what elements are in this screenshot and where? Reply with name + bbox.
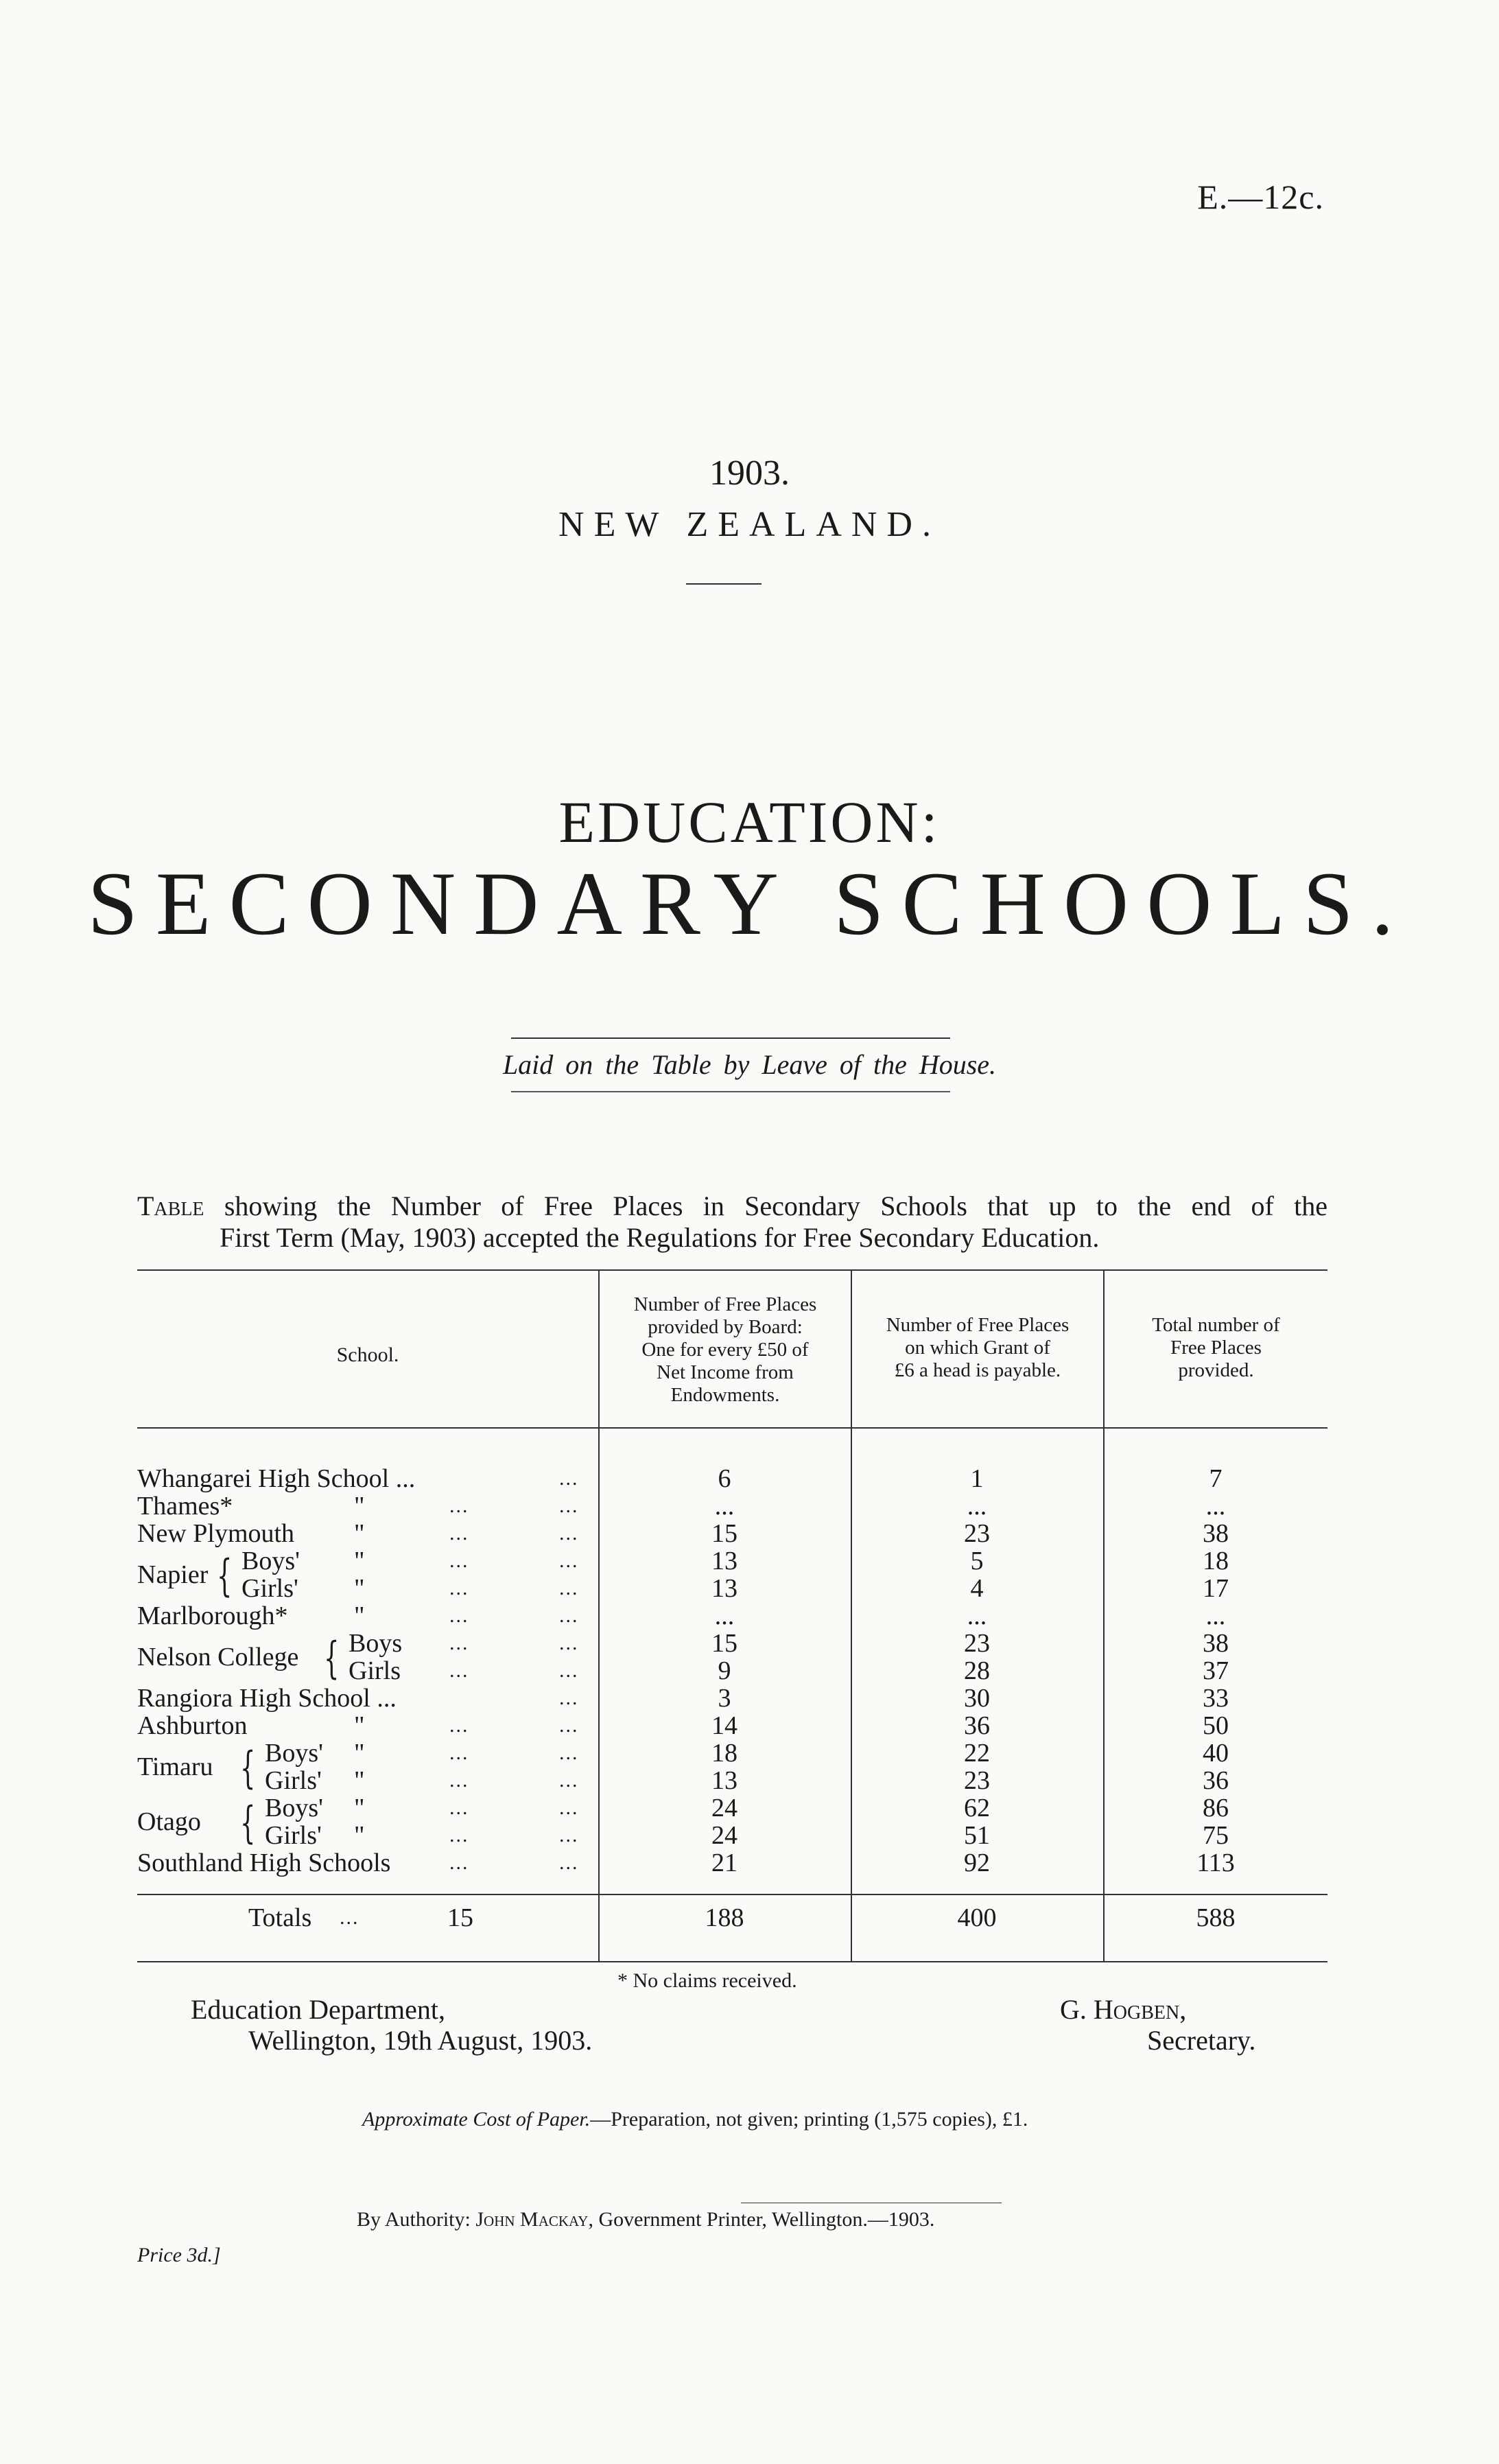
- header-line: on which Grant of: [905, 1337, 1050, 1359]
- sub-label: Girls': [265, 1766, 322, 1795]
- year: 1903.: [709, 454, 790, 493]
- leader-dots: ...: [559, 1824, 579, 1846]
- cell-board: 13: [711, 1766, 737, 1795]
- caption-line-2: First Term (May, 1903) accepted the Regulations for Free Secondary Education.: [220, 1222, 1100, 1253]
- leader-dots: ...: [559, 1851, 579, 1874]
- ditto-mark: ": [354, 1492, 365, 1521]
- leader-dots: ...: [559, 1796, 579, 1819]
- leader-dots: ...: [559, 1467, 579, 1490]
- school-name: New Plymouth: [137, 1519, 295, 1548]
- printer-name: John Mackay,: [475, 2208, 593, 2231]
- totals-school-count: 15: [447, 1903, 473, 1932]
- cell-total: ...: [1205, 1601, 1226, 1630]
- divider: [511, 1037, 950, 1039]
- cell-board: 21: [711, 1849, 737, 1877]
- leader-dots: ...: [449, 1604, 469, 1627]
- brace: {: [240, 1798, 256, 1849]
- table-row: [137, 1492, 233, 1520]
- cell-grant: ...: [967, 1492, 987, 1521]
- leader-dots: ...: [340, 1906, 359, 1929]
- cell-grant: 28: [964, 1656, 990, 1685]
- cell-grant: 23: [964, 1519, 990, 1548]
- header-line: provided by Board:: [648, 1316, 803, 1338]
- cell-total: 33: [1203, 1684, 1229, 1713]
- school-name: Thames*: [137, 1492, 233, 1521]
- table-row: [137, 1712, 247, 1739]
- table-footnote: * No claims received.: [617, 1969, 797, 1992]
- ditto-mark: ": [354, 1766, 365, 1795]
- cell-total: 38: [1203, 1519, 1229, 1548]
- school-name: Rangiora High School ...: [137, 1684, 397, 1713]
- table-row: [137, 1753, 213, 1781]
- sub-label: Girls': [241, 1574, 298, 1603]
- school-name: Ashburton: [137, 1711, 248, 1740]
- cell-grant: 36: [964, 1711, 990, 1740]
- leader-dots: ...: [449, 1549, 469, 1572]
- leader-dots: ...: [449, 1851, 469, 1874]
- cell-total: 86: [1203, 1794, 1229, 1822]
- cell-board: 14: [711, 1711, 737, 1740]
- school-name: Whangarei High School ...: [137, 1464, 416, 1493]
- authority-rest: Government Printer, Wellington.—1903.: [593, 2208, 935, 2231]
- header-school: School.: [336, 1344, 399, 1366]
- sub-label: Boys: [349, 1629, 403, 1658]
- cost-label: Approximate Cost of Paper.: [362, 2108, 591, 2131]
- ditto-mark: ": [354, 1574, 365, 1603]
- ditto-mark: ": [354, 1711, 365, 1740]
- cell-total: 38: [1203, 1629, 1229, 1658]
- cell-grant: 22: [964, 1739, 990, 1768]
- leader-dots: ...: [559, 1549, 579, 1572]
- header-line: One for every £50 of: [641, 1339, 809, 1361]
- sub-label: Boys': [265, 1739, 323, 1768]
- school-name: Southland High Schools: [137, 1849, 391, 1877]
- header-line: Net Income from: [657, 1361, 794, 1383]
- cell-grant: 23: [964, 1766, 990, 1795]
- table-row: [137, 1808, 201, 1835]
- paper-reference: E.—12c.: [1197, 178, 1324, 216]
- signatory-name: G. Hogben,: [1060, 1994, 1187, 2025]
- laid-on-table-note: Laid on the Table by Leave of the House.: [502, 1049, 997, 1080]
- header-line: Endowments.: [670, 1384, 780, 1406]
- cell-total: 36: [1203, 1766, 1229, 1795]
- cost-text: —Preparation, not given; printing (1,575 copies), £1.: [590, 2108, 1028, 2131]
- cell-total: 7: [1209, 1464, 1223, 1493]
- leader-dots: ...: [449, 1796, 469, 1819]
- department-line: Education Department,: [191, 1994, 445, 2025]
- header-line: provided.: [1178, 1359, 1254, 1381]
- ditto-mark: ": [354, 1739, 365, 1768]
- cell-total: 75: [1203, 1821, 1229, 1850]
- cell-board: ...: [714, 1601, 735, 1630]
- cell-board: 24: [711, 1821, 737, 1850]
- leader-dots: ...: [449, 1824, 469, 1846]
- header-line: Total number of: [1152, 1314, 1280, 1336]
- cell-grant: 30: [964, 1684, 990, 1713]
- leader-dots: ...: [559, 1632, 579, 1654]
- leader-dots: ...: [559, 1714, 579, 1737]
- cell-total: ...: [1205, 1492, 1226, 1521]
- cell-total: 50: [1203, 1711, 1229, 1740]
- ditto-mark: ": [354, 1794, 365, 1822]
- leader-dots: ...: [449, 1769, 469, 1792]
- leader-dots: ...: [559, 1494, 579, 1517]
- caption-line-1: showing the Number of Free Places in Secondary Schools that up to the end of the: [204, 1190, 1327, 1221]
- leader-dots: ...: [559, 1604, 579, 1627]
- header-total: [1105, 1314, 1327, 1382]
- cell-total: 113: [1196, 1849, 1235, 1877]
- school-name: Otago: [137, 1807, 201, 1836]
- table-caption: [137, 1190, 1327, 1254]
- divider: [686, 583, 762, 585]
- sub-label: Girls: [349, 1656, 401, 1685]
- cell-board: 13: [711, 1574, 737, 1603]
- header-line: Free Places: [1170, 1337, 1262, 1359]
- cell-grant: ...: [967, 1601, 987, 1630]
- cell-total: 37: [1203, 1656, 1229, 1685]
- cost-of-paper: [362, 2108, 1028, 2131]
- country: NEW ZEALAND.: [558, 505, 941, 544]
- cell-total: 17: [1203, 1574, 1229, 1603]
- table-row: [137, 1685, 397, 1712]
- printer-authority: [357, 2208, 934, 2231]
- school-name: Marlborough*: [137, 1601, 288, 1630]
- brace: {: [240, 1743, 256, 1794]
- ditto-mark: ": [354, 1601, 365, 1630]
- cell-board: 18: [711, 1739, 737, 1768]
- cell-board: 24: [711, 1794, 737, 1822]
- leader-dots: ...: [559, 1769, 579, 1792]
- header-grant: [852, 1314, 1103, 1382]
- cell-grant: 51: [964, 1821, 990, 1850]
- table-header-rule: [137, 1427, 1327, 1429]
- ditto-mark: ": [354, 1547, 365, 1575]
- ditto-mark: ": [354, 1821, 365, 1850]
- cell-total: 40: [1203, 1739, 1229, 1768]
- cell-board: 6: [718, 1464, 731, 1493]
- table-row: [137, 1849, 390, 1877]
- cell-grant: 62: [964, 1794, 990, 1822]
- table-totals-rule: [137, 1894, 1327, 1895]
- subject-heading: EDUCATION:: [558, 789, 941, 855]
- cell-board: 15: [711, 1519, 737, 1548]
- cell-grant: 4: [970, 1574, 984, 1603]
- totals-grant: 400: [957, 1903, 997, 1932]
- caption-lead: Table: [137, 1190, 204, 1221]
- cell-board: 9: [718, 1656, 731, 1685]
- cell-grant: 92: [964, 1849, 990, 1877]
- table-row: [137, 1643, 298, 1671]
- document-title: SECONDARY SCHOOLS.: [87, 853, 1412, 954]
- table-row: [137, 1465, 415, 1492]
- cell-grant: 1: [970, 1464, 984, 1493]
- leader-dots: ...: [449, 1714, 469, 1737]
- cell-grant: 5: [970, 1547, 984, 1575]
- cell-total: 18: [1203, 1547, 1229, 1575]
- header-board: [600, 1293, 851, 1407]
- table-top-rule: [137, 1269, 1327, 1271]
- divider: [511, 1091, 950, 1092]
- totals-label: Totals: [248, 1903, 312, 1932]
- leader-dots: ...: [449, 1494, 469, 1517]
- school-name: Napier: [137, 1560, 209, 1589]
- authority-prefix: By Authority:: [357, 2208, 471, 2231]
- leader-dots: ...: [559, 1741, 579, 1764]
- cell-board: 3: [718, 1684, 731, 1713]
- totals-total: 588: [1196, 1903, 1236, 1932]
- header-line: Number of Free Places: [633, 1293, 817, 1315]
- leader-dots: ...: [449, 1522, 469, 1545]
- table-row: [137, 1520, 294, 1547]
- cell-board: ...: [714, 1492, 735, 1521]
- header-line: Number of Free Places: [886, 1314, 1070, 1336]
- table-bottom-rule: [137, 1961, 1327, 1962]
- cell-grant: 23: [964, 1629, 990, 1658]
- header-line: £6 a head is payable.: [894, 1359, 1061, 1381]
- leader-dots: ...: [559, 1522, 579, 1545]
- leader-dots: ...: [559, 1659, 579, 1682]
- signatory-role: Secretary.: [1147, 2025, 1256, 2056]
- sub-label: Girls': [265, 1821, 322, 1850]
- brace: {: [324, 1633, 340, 1684]
- school-name: Nelson College: [137, 1643, 299, 1671]
- totals-board: 188: [705, 1903, 744, 1932]
- cell-board: 15: [711, 1629, 737, 1658]
- school-name: Timaru: [137, 1752, 213, 1781]
- sub-label: Boys': [265, 1794, 323, 1822]
- leader-dots: ...: [449, 1659, 469, 1682]
- department-date-line: Wellington, 19th August, 1903.: [248, 2025, 593, 2056]
- leader-dots: ...: [559, 1687, 579, 1709]
- brace: {: [217, 1551, 233, 1601]
- ditto-mark: ": [354, 1519, 365, 1548]
- table-row: [137, 1561, 208, 1588]
- leader-dots: ...: [559, 1577, 579, 1599]
- leader-dots: ...: [449, 1741, 469, 1764]
- leader-dots: ...: [449, 1632, 469, 1654]
- leader-dots: ...: [449, 1577, 469, 1599]
- cell-board: 13: [711, 1547, 737, 1575]
- sub-label: Boys': [241, 1547, 300, 1575]
- price: Price 3d.]: [137, 2244, 221, 2266]
- table-row: [137, 1602, 288, 1630]
